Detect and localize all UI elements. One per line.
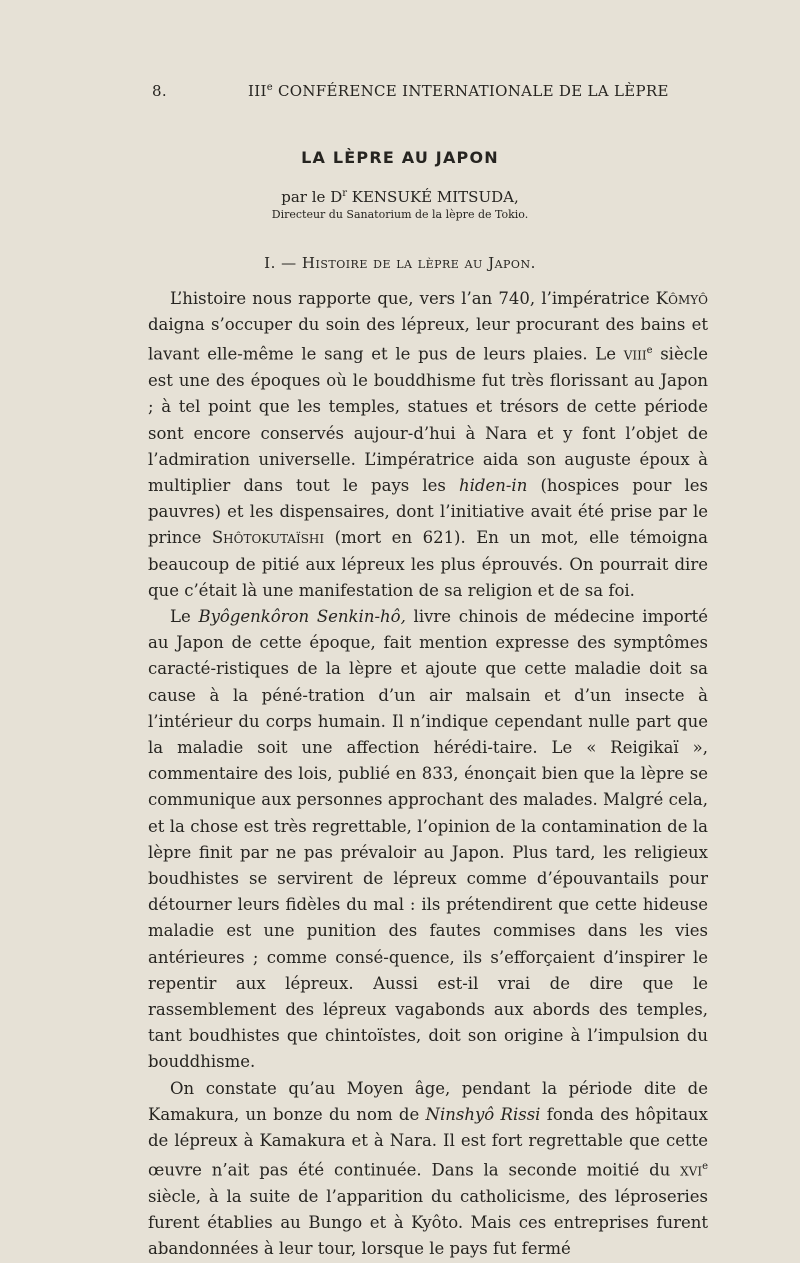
running-title-prefix: III: [248, 82, 267, 100]
author-byline: [0, 188, 800, 206]
section-number: I. —: [264, 254, 302, 272]
paragraph-2: [148, 604, 708, 1076]
text-run: livre chinois de médecine importé au Japon de cette époque, fait mention expresse des symptômes caracté-ristiques de la lèpre et ajoute que cette maladie doit sa cause à la péné-tration d’un air malsain et d’un insecte à l’intérieur du corps humain. Il n’indique cependant nulle part que la maladie soit une affection hérédi-taire. Le « Reigikaï », commentaire des lois, publié en 833, énonçait bien que la lèpre se communique aux personnes approchant des malades. Malgré cela, et la chose est très regrettable, l’opinion de la contamination de la lèpre finit par ne pas prévaloir au Japon. Plus tard, les religieux boudhistes se servirent de lépreux comme d’épouvantails pour détourner leurs fidèles du mal : ils prétendirent que cette hideuse maladie est une punition des fautes commises dans les vies antérieures ; comme consé-quence, ils s’efforçaient d’inspirer le repentir aux lépreux. Aussi est-il vrai de dire que le rassemblement des lépreux vagabonds aux abords des temples, tant boudhistes que chintoïstes, doit son origine à l’impulsion du bouddhisme.: [148, 606, 709, 1072]
section-title: Histoire de la lèpre au Japon.: [301, 254, 536, 272]
text-run: (hospices pour les pauvres) et les dispensaires, dont l’initiative avait été prise par le prince: [148, 475, 708, 548]
name-shotokutaishi: Shôtokutaïshi: [211, 528, 325, 548]
term-hiden-in: hiden-in: [458, 475, 528, 495]
author-name: KENSUKÉ MITSUDA,: [347, 188, 519, 206]
text-run: siècle est une des époques où le bouddhisme fut très florissant au Japon ; à tel point que les temples, statues et trésors de cette période sont encore conservés aujour-d’hui à Nara et y font l’objet de l’admiration universelle. L’impératrice aida son auguste époux à multiplier dans tout le pays les: [148, 344, 708, 495]
paragraph-1: [148, 286, 708, 604]
running-title-text: CONFÉRENCE INTERNATIONALE DE LA LÈPRE: [272, 82, 669, 100]
name-komyo: Kômyô: [655, 289, 708, 308]
running-title-superscript: e: [266, 82, 273, 93]
name-ninshyo-rissi: Ninshyô Rissi: [425, 1104, 541, 1124]
section-heading: [0, 254, 800, 272]
article-title: LA LÈPRE AU JAPON: [301, 148, 499, 167]
byline-superscript: r: [342, 188, 347, 199]
century-numeral: xvi: [680, 1160, 703, 1180]
century-superscript: e: [646, 345, 653, 357]
text-run: L’histoire nous rapporte que, vers l’an 740, l’impératrice: [170, 289, 656, 308]
text-run: daigna s’occuper du soin des lépreux, leur procurant des bains et lavant elle-même le sang et le pus de leurs plaies. Le: [148, 315, 708, 364]
page-number: 8.: [152, 82, 167, 100]
text-run: siècle, à la suite de l’apparition du catholicisme, des léproseries furent établies au Bungo et à Kyôto. Mais ces entreprises furent abandonnées à leur tour, lorsque le pays fut fermé: [148, 1186, 708, 1259]
author-affiliation: Directeur du Sanatorium de la lèpre de Tokio.: [271, 208, 529, 221]
text-run: Le: [170, 606, 199, 626]
text-run: On constate qu’au Moyen âge, pendant la période dite de Kamakura, un bonze du nom de: [148, 1078, 708, 1124]
century-numeral: viii: [623, 344, 647, 364]
text-run: (mort en 621). En un mot, elle témoigna beaucoup de pitié aux lépreux les plus éprouvés. On pourrait dire que c’était là une manifestation de sa religion et de sa foi.: [148, 528, 708, 600]
paragraph-3: [148, 1076, 708, 1263]
running-title: [248, 82, 669, 100]
century-superscript: e: [702, 1161, 708, 1173]
running-head: [152, 82, 669, 106]
book-title: Byôgenkôron Senkin-hô,: [198, 606, 406, 626]
text-run: fonda des hôpitaux de lépreux à Kamakura et à Nara. Il est fort regrettable que cette œuvre n’ait pas été continuée. Dans la seconde moitié du: [148, 1104, 708, 1180]
byline-prefix: par le D: [281, 188, 343, 206]
body-text: [148, 286, 708, 1263]
